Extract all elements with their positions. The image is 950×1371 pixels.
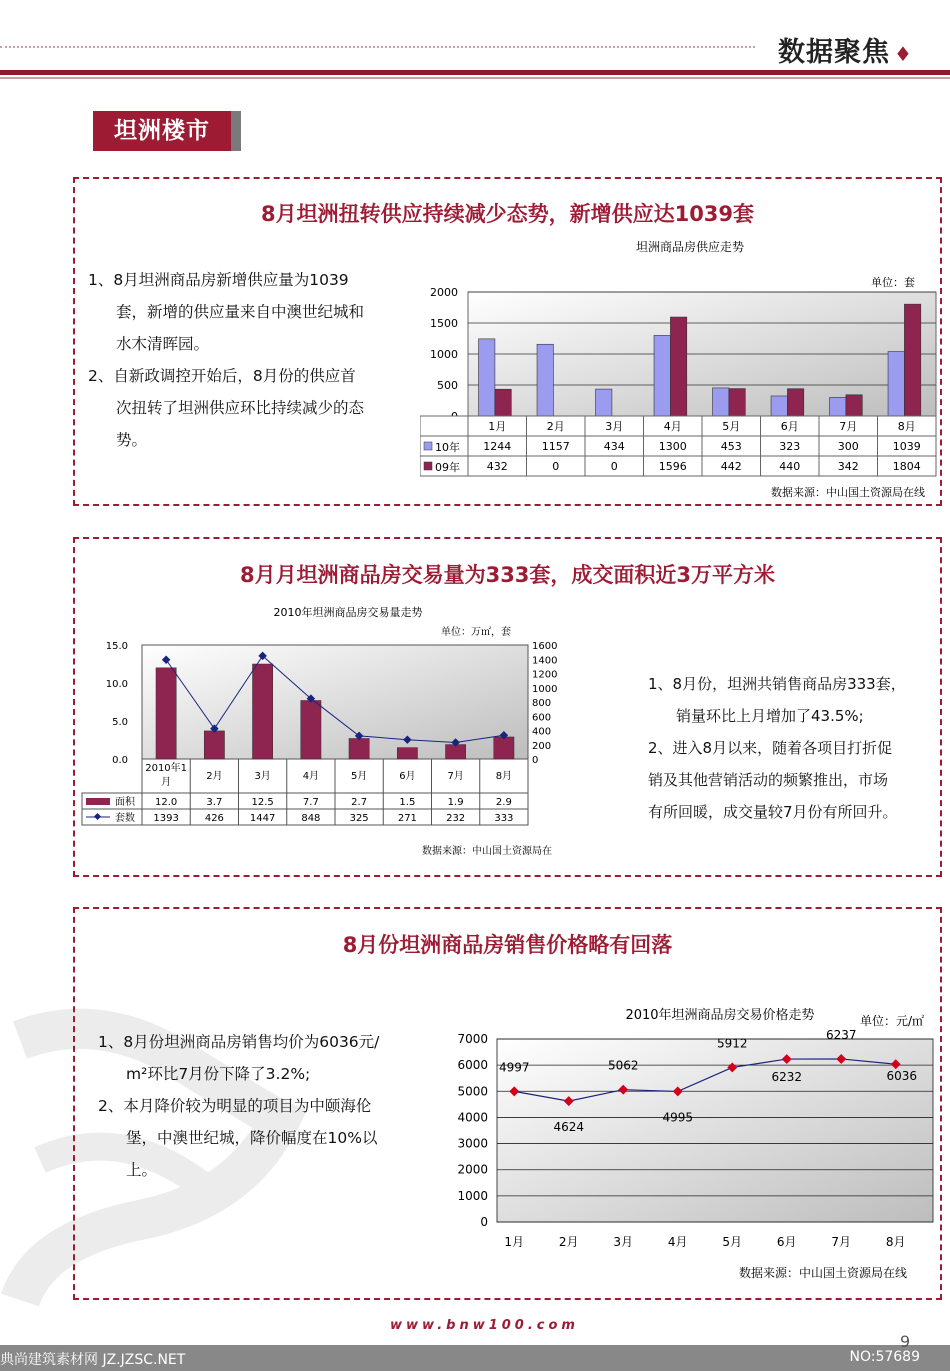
table-cell: 3.7 (206, 797, 223, 808)
category-label: 4月 (663, 420, 682, 433)
table-cell: 1157 (541, 440, 570, 453)
data-label: 6232 (771, 1070, 803, 1085)
data-label: 6036 (886, 1069, 918, 1084)
footer-watermark-left: 典尚建筑素材网 JZ.JZSC.NET (0, 1352, 186, 1368)
price-text-line: 上。 (126, 1161, 158, 1179)
supply-text-line: 水木清晖园。 (116, 335, 210, 353)
header-dotted-line (0, 46, 755, 48)
source-label: 数据来源：中山国土资源局在线 (771, 486, 925, 499)
supply-text-line: 势。 (116, 431, 148, 449)
footer-watermark-right: NO:57689 (849, 1349, 920, 1365)
data-label: 5062 (607, 1058, 639, 1073)
transaction-title: 8月月坦洲商品房交易量为333套，成交面积近3万平方米 (239, 563, 776, 587)
category-label: 5月 (350, 771, 368, 782)
bar-10年 (771, 396, 787, 416)
y-tick-label: 7000 (457, 1032, 488, 1046)
table-cell: 7.7 (302, 797, 319, 808)
category-label: 8月 (897, 420, 916, 433)
price-text-line: m²环比7月份下降了3.2%; (126, 1065, 311, 1083)
transaction-chart (78, 600, 578, 865)
y-tick-label: 1500 (430, 317, 458, 330)
category-label: 2月 (206, 771, 223, 782)
bar-10年 (479, 339, 495, 416)
bar-09年 (670, 317, 686, 416)
table-cell: 1447 (249, 813, 276, 824)
category-label: 1月 (504, 1235, 525, 1249)
category-label: 7月 (831, 1235, 852, 1249)
category-label: 7月 (839, 420, 858, 433)
category-label: 1月 (488, 420, 507, 433)
table-cell: 1.9 (447, 797, 464, 808)
bar-09年 (904, 304, 920, 416)
header-bar-thin (0, 77, 950, 79)
transaction-text-line: 销量环比上月增加了43.5%; (676, 707, 864, 725)
price-text-line: 1、8月份坦洲商品房销售均价为6036元/ (98, 1033, 380, 1051)
chart-unit: 单位：万㎡，套 (441, 627, 511, 638)
bar-09年 (729, 389, 745, 416)
transaction-text-line: 1、8月份，坦洲共销售商品房333套， (648, 675, 906, 693)
bar-area (301, 700, 321, 759)
bar-10年 (654, 335, 670, 416)
bar-09年 (495, 389, 511, 416)
legend-label: 套数 (115, 813, 135, 824)
category-label: 3月 (254, 771, 271, 782)
supply-text-line: 1、8月坦洲商品房新增供应量为1039 (88, 271, 349, 289)
y-tick-label: 3000 (457, 1136, 488, 1151)
table-cell: 2.9 (495, 797, 512, 808)
table-cell: 12.0 (154, 797, 178, 808)
data-label: 4624 (553, 1120, 585, 1135)
category-label: 6月 (399, 771, 416, 782)
bar-area (349, 738, 369, 759)
category-label: 月 (161, 777, 172, 788)
y-tick-label-left: 10.0 (105, 679, 128, 690)
category-label: 2月 (558, 1235, 579, 1249)
category-label: 8月 (885, 1235, 906, 1249)
table-cell: 2.7 (351, 797, 368, 808)
category-label: 8月 (495, 771, 513, 782)
bar-area (445, 745, 465, 759)
source-label: 数据来源：中山国土资源局在线 (738, 1266, 907, 1280)
table-cell: 323 (779, 440, 801, 453)
category-label: 2月 (546, 420, 565, 433)
price-text-line: 2、本月降价较为明显的项目为中颐海伦 (98, 1097, 372, 1115)
price-title: 8月份坦洲商品房销售价格略有回落 (342, 933, 673, 957)
source-label: 数据来源：中山国土资源局在 (422, 846, 552, 857)
y-tick-label-right: 600 (532, 712, 552, 724)
legend-swatch (424, 462, 432, 470)
price-text-line: 堡，中澳世纪城，降价幅度在10%以 (126, 1129, 378, 1147)
supply-title: 8月坦洲扭转供应持续减少态势，新增供应达1039套 (260, 202, 755, 226)
y-tick-label: 0 (480, 1215, 488, 1229)
y-tick-label: 2000 (457, 1162, 488, 1177)
category-label: 4月 (302, 771, 320, 782)
legend-swatch (86, 798, 110, 805)
y-tick-label-right: 1400 (532, 655, 558, 667)
legend-label: 10年 (435, 441, 460, 454)
header-bar (0, 70, 950, 75)
bar-09年 (787, 389, 803, 416)
y-tick-label-right: 1000 (532, 683, 558, 695)
supply-text (88, 264, 418, 456)
category-label: 5月 (722, 420, 741, 433)
plot-area (142, 645, 528, 759)
table-cell: 1039 (892, 440, 921, 453)
chart-title: 2010年坦洲商品房交易价格走势 (625, 1008, 815, 1023)
y-tick-label: 1000 (430, 348, 458, 361)
table-cell: 426 (204, 813, 224, 824)
category-label: 5月 (722, 1235, 743, 1249)
bar-09年 (846, 395, 862, 416)
y-tick-label-right: 200 (532, 740, 552, 752)
page-number: 9 (900, 1332, 911, 1351)
supply-text-line: 套，新增的供应量来自中澳世纪城和 (116, 303, 365, 321)
section-tag: 坦洲楼市 (93, 111, 231, 151)
table-cell: 12.5 (251, 797, 274, 808)
table-cell: 325 (349, 813, 369, 824)
bar-10年 (713, 388, 729, 416)
y-tick-label-left: 15.0 (105, 641, 128, 652)
table-cell: 271 (397, 813, 417, 824)
category-label: 2010年1 (145, 763, 188, 774)
bar-10年 (596, 389, 612, 416)
legend-swatch (424, 442, 432, 450)
table-cell: 434 (603, 440, 625, 453)
transaction-text-line: 有所回暖，成交量较7月份有所回升。 (648, 803, 898, 821)
y-tick-label: 1000 (457, 1188, 488, 1203)
category-label: 6月 (780, 420, 799, 433)
y-tick-label-right: 1600 (532, 641, 558, 652)
section-tag-shadow (231, 111, 241, 151)
y-tick-label: 4000 (457, 1110, 488, 1125)
y-tick-label-left: 5.0 (112, 717, 128, 728)
supply-text-line: 次扭转了坦洲供应环比持续减少的态 (116, 399, 365, 417)
supply-chart (420, 234, 940, 504)
table-cell: 1393 (153, 813, 179, 824)
y-tick-label-right: 400 (532, 726, 552, 738)
table-cell: 0 (610, 460, 618, 473)
y-tick-label-right: 800 (532, 698, 552, 709)
transaction-text-line: 销及其他营销活动的频繁推出，市场 (648, 771, 889, 789)
price-text (98, 1026, 418, 1186)
y-tick-label: 5000 (457, 1084, 488, 1099)
footer-url: www.bnw100.com (390, 1318, 579, 1333)
header-title: 数据聚焦 ♦ (778, 37, 913, 68)
table-cell: 1.5 (399, 797, 416, 808)
table-cell: 232 (446, 813, 466, 824)
table-cell: 432 (486, 460, 508, 473)
chart-unit: 单位：元/㎡ (859, 1014, 924, 1028)
price-chart (440, 990, 940, 1290)
table-cell: 1596 (658, 460, 687, 473)
data-label: 5912 (716, 1036, 748, 1051)
bar-10年 (830, 397, 846, 416)
chart-title: 坦洲商品房供应走势 (635, 240, 745, 254)
chart-unit: 单位：套 (871, 276, 915, 289)
chart-title: 2010年坦洲商品房交易量走势 (273, 606, 423, 619)
table-cell: 1244 (483, 440, 512, 453)
supply-text-line: 2、自新政调控开始后，8月份的供应首 (88, 367, 356, 385)
y-tick-label-right: 1200 (532, 669, 558, 681)
legend-label: 09年 (435, 461, 460, 474)
data-label: 6237 (825, 1027, 857, 1042)
diamond-icon: ♦ (894, 42, 913, 66)
y-tick-label: 6000 (457, 1058, 488, 1073)
category-label: 3月 (605, 420, 624, 433)
transaction-text (648, 668, 940, 828)
table-cell: 1300 (658, 440, 687, 453)
category-label: 3月 (613, 1235, 634, 1249)
category-label: 4月 (667, 1235, 688, 1249)
category-label: 7月 (447, 771, 464, 782)
table-cell: 0 (552, 460, 560, 473)
category-label: 6月 (776, 1235, 797, 1249)
data-label: 4997 (498, 1060, 530, 1075)
table-cell: 342 (837, 460, 859, 473)
table-cell: 848 (301, 813, 321, 824)
bar-area (397, 748, 417, 759)
y-tick-label: 500 (437, 379, 458, 392)
table-cell: 442 (720, 460, 742, 473)
legend-label: 面积 (115, 797, 135, 808)
y-tick-label-left: 0.0 (112, 755, 128, 766)
table-cell: 300 (837, 440, 859, 453)
bar-area (494, 737, 514, 759)
bar-area (252, 664, 272, 759)
transaction-text-line: 2、进入8月以来，随着各项目打折促 (648, 739, 893, 757)
table-cell: 440 (779, 460, 801, 473)
bar-10年 (537, 344, 553, 416)
bar-area (204, 731, 224, 759)
table-cell: 453 (720, 440, 742, 453)
bar-10年 (888, 352, 904, 416)
table-cell: 333 (494, 813, 514, 824)
table-cell: 1804 (892, 460, 921, 473)
bar-area (156, 668, 176, 759)
y-tick-label: 2000 (430, 286, 458, 299)
y-tick-label-right: 0 (532, 755, 539, 766)
data-label: 4995 (662, 1110, 694, 1125)
